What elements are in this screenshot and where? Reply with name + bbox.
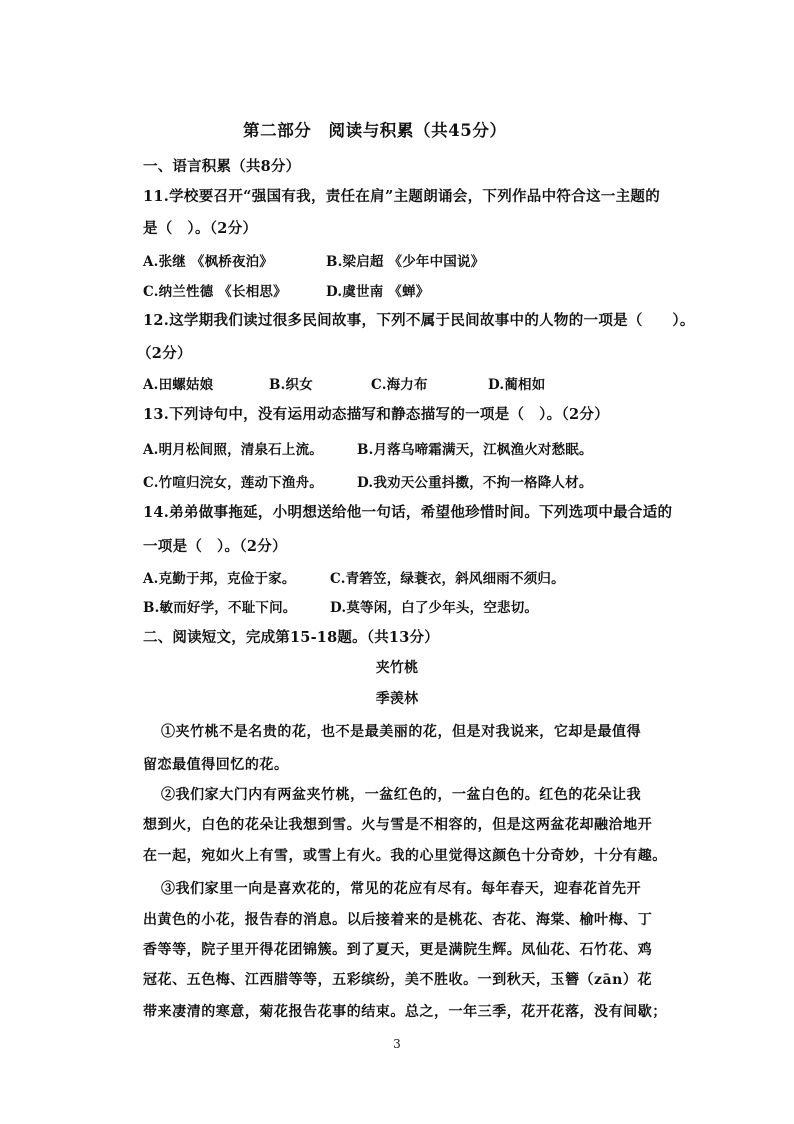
question-14-option-a: A.克勤于邦，克俭于家。 [143,571,296,587]
question-14-line-1: 14.弟弟做事拖延，小明想送给他一句话，希望他珍惜时间。下列选项中最合适的 [143,504,673,521]
question-11-option-c: C.纳兰性德 《长相思》 [143,284,287,300]
question-12-line-1: 12.这学期我们读过很多民间故事，下列不属于民间故事中的人物的一项是（ ）。 [143,312,695,329]
question-13-option-c: C.竹喧归浣女，莲动下渔舟。 [143,475,324,491]
question-12-line-2: （2分） [137,345,192,362]
article-line: ③我们家里一向是喜欢花的，常见的花应有尽有。每年春天，迎春花首先开 [161,881,642,897]
question-13-option-d: D.我劝天公重抖擞，不拘一格降人材。 [357,475,593,491]
question-12-option-b: B.织女 [269,377,313,393]
article-line: 想到火，白色的花朵让我想到雪。火与雪是不相容的，但是这两盆花却融洽地开 [143,817,653,833]
article-line: 在一起，宛如火上有雪，或雪上有火。我的心里觉得这颜色十分奇妙，十分有趣。 [143,848,667,864]
question-13-option-b: B.月落乌啼霜满天，江枫渔火对愁眠。 [357,442,593,458]
article-line: ②我们家大门内有两盆夹竹桃，一盆红色的，一盆白色的。红色的花朵让我 [161,787,642,803]
article-line: 出黄色的小花，报告春的消息。以后接着来的是桃花、杏花、海棠、榆叶梅、丁 [143,912,653,928]
question-12-option-c: C.海力布 [371,377,428,393]
question-14-line-2: 一项是（ ）。（2分） [143,538,287,555]
question-11-option-b: B.梁启超 《少年中国说》 [326,254,485,270]
question-13-option-a: A.明月松间照，清泉石上流。 [143,442,323,458]
question-11-line-2: 是（ ）。（2分） [143,220,258,237]
part-title: 第二部分 阅读与积累（共45分） [243,121,507,140]
article-line: 带来凄清的寒意，菊花报告花事的结束。总之，一年三季，花开花落，没有间歇； [143,1004,667,1020]
article-line: ①夹竹桃不是名贵的花，也不是最美丽的花，但是对我说来，它却是最值得 [161,724,642,740]
question-14-option-d: D.莫等闲，白了少年头，空悲切。 [330,600,539,616]
question-11-option-d: D.虞世南 《蝉》 [326,284,430,300]
article-line: 留恋最值得回忆的花。 [143,757,289,773]
page-number: 3 [393,1037,401,1051]
article-line: 香等等，院子里开得花团锦簇。到了夏天，更是满院生辉。凤仙花、石竹花、鸡 [143,942,653,958]
section-heading-2: 二、阅读短文，完成第15-18题。（共13分） [143,629,439,646]
question-13-line-1: 13.下列诗句中，没有运用动态描写和静态描写的一项是（ ）。（2分） [143,406,610,423]
question-12-option-d: D.蔺相如 [488,377,546,393]
article-title: 夹竹桃 [375,660,419,676]
question-14-option-b: B.敏而好学，不耻下问。 [143,600,297,616]
section-heading-1: 一、语言积累（共8分） [143,158,301,175]
question-11-line-1: 11.学校要召开“强国有我，责任在肩”主题朗诵会，下列作品中符合这一主题的 [143,188,661,205]
article-line: 冠花、五色梅、江西腊等等，五彩缤纷，美不胜收。一到秋天，玉簪（zān）花 [143,972,652,988]
question-14-option-c: C.青箬笠，绿蓑衣，斜风细雨不须归。 [330,571,565,587]
question-12-option-a: A.田螺姑娘 [143,377,214,393]
article-author: 季羡林 [375,691,419,707]
question-11-option-a: A.张继 《枫桥夜泊》 [143,254,274,270]
